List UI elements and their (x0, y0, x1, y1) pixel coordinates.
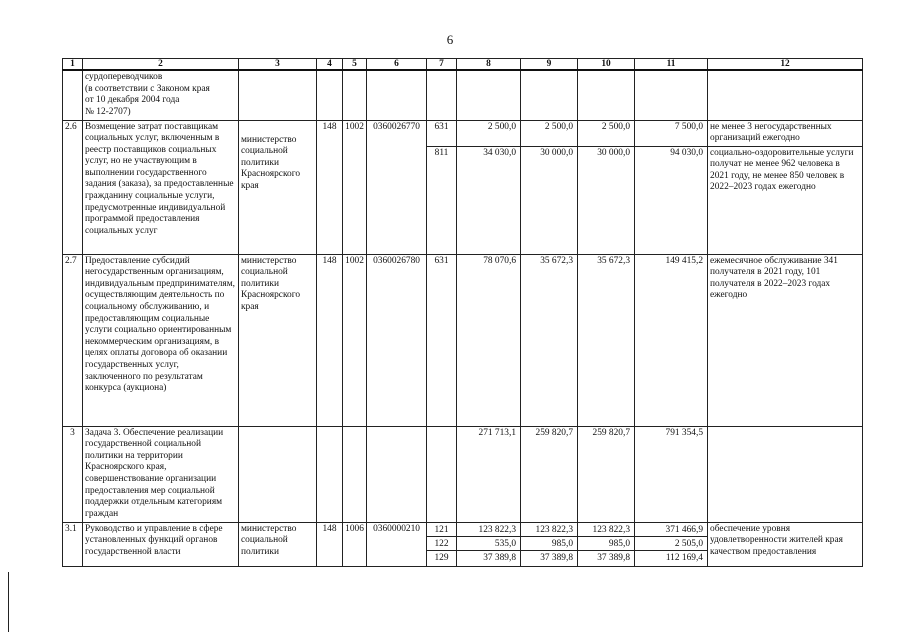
table-row-3-1 (63, 522, 863, 566)
row-value-1: 271 713,1 (457, 426, 521, 522)
row-col4: 148 (317, 522, 343, 566)
row-grbs: министерство социальной политики Красноярского края (239, 254, 317, 426)
row-total: 112 169,4 (665, 552, 703, 563)
row-value-2: 2 500,0 (521, 120, 578, 146)
row-value-3-stack (578, 522, 635, 566)
row-value-1: 37 389,8 (483, 552, 516, 563)
row-value-2: 35 672,3 (521, 254, 578, 426)
row-value-2: 30 000,0 (521, 146, 578, 254)
row-result: обеспечение уровня удовлетворенности жителей края качеством предоставления (708, 522, 863, 566)
header-cell: 1 (63, 59, 83, 71)
row-value-1: 78 070,6 (457, 254, 521, 426)
row-value-2-stack (521, 522, 578, 566)
row-result: не менее 3 негосударственных организаций ежегодно (708, 120, 863, 146)
row-value-1-stack (457, 522, 521, 566)
header-cell: 11 (635, 59, 708, 71)
row-value-2: 37 389,8 (540, 552, 573, 563)
row-col5: 1002 (343, 254, 367, 426)
header-cell: 7 (427, 59, 457, 71)
row-result: ежемесячное обслуживание 341 получателя в 2021 году, 101 получателя в 2022–2023 годах ежегодно (708, 254, 863, 426)
row-col6: 0360000210 (367, 522, 427, 566)
row-total: 94 030,0 (635, 146, 708, 254)
header-cell: 6 (367, 59, 427, 71)
row-name: Возмещение затрат поставщикам социальных услуг, включенным в реестр поставщиков социальных услуг, но не участвующим в выполнении государственного задания (заказа), за предоставленные гражданину социальные услуги, предусмотренные индивидуальной программой предоставления социальных услуг (83, 120, 239, 254)
header-cell: 4 (317, 59, 343, 71)
header-cell: 10 (578, 59, 635, 71)
header-cell: 3 (239, 59, 317, 71)
row-col6: 0360026770 (367, 120, 427, 254)
row-total: 371 466,9 (635, 523, 707, 537)
row-grbs: министерство социальной политики Красноярского края (239, 120, 317, 254)
row-value-3: 259 820,7 (578, 426, 635, 522)
row-total: 7 500,0 (635, 120, 708, 146)
row-number: 3.1 (63, 522, 83, 566)
row-value-1: 123 822,3 (457, 523, 520, 537)
row-col5: 1006 (343, 522, 367, 566)
table-row-2-7 (63, 254, 863, 426)
row-value-3: 2 500,0 (578, 120, 635, 146)
row-number: 2.6 (63, 120, 83, 254)
row-vr: 631 (427, 254, 457, 426)
row-value-1: 34 030,0 (457, 146, 521, 254)
row-total-stack (635, 522, 708, 566)
page-number: 6 (446, 32, 454, 47)
header-cell: 5 (343, 59, 367, 71)
header-cell: 8 (457, 59, 521, 71)
row-value-1: 2 500,0 (457, 120, 521, 146)
budget-table (62, 58, 863, 567)
header-cell: 12 (708, 59, 863, 71)
row-name: Задача 3. Обеспечение реализации государственной социальной политики на территории Красноярского края, совершенствование организации предоставления мер социальной поддержки отдельным категориям граждан (83, 426, 239, 522)
row-number: 3 (63, 426, 83, 522)
header-row (63, 59, 863, 71)
table-row-3 (63, 426, 863, 522)
row-value-3: 35 672,3 (578, 254, 635, 426)
row-name: Руководство и управление в сфере установленных функций органов государственной власти (83, 522, 239, 566)
row-value-2: 123 822,3 (521, 523, 577, 537)
row-vr-stack (427, 522, 457, 566)
row-vr: 631 (427, 120, 457, 146)
table-row-continuation (63, 70, 863, 120)
row-total: 149 415,2 (635, 254, 708, 426)
row-value-3: 37 389,8 (597, 552, 630, 563)
row-total: 2 505,0 (635, 537, 707, 551)
row-vr: 129 (434, 552, 449, 563)
header-cell: 9 (521, 59, 578, 71)
table-row-2-6 (63, 120, 863, 146)
row-total: 791 354,5 (635, 426, 708, 522)
row-name: сурдопереводчиков (в соответствии с Законом края от 10 декабря 2004 года № 12-2707) (83, 70, 239, 120)
row-vr: 122 (427, 537, 456, 551)
row-value-2: 259 820,7 (521, 426, 578, 522)
row-col5: 1002 (343, 120, 367, 254)
row-col4: 148 (317, 120, 343, 254)
row-grbs: министерство социальной политики (239, 522, 317, 566)
row-value-3: 30 000,0 (578, 146, 635, 254)
header-cell: 2 (83, 59, 239, 71)
row-vr: 121 (427, 523, 456, 537)
row-value-2: 985,0 (521, 537, 577, 551)
row-value-1: 535,0 (457, 537, 520, 551)
row-result: социально-оздоровительные услуги получат не менее 962 человека в 2021 году, не менее 850 человек в 2022–2023 годах ежегодно (708, 146, 863, 254)
row-value-3: 985,0 (578, 537, 634, 551)
margin-mark (8, 572, 9, 632)
row-vr: 811 (427, 146, 457, 254)
row-value-3: 123 822,3 (578, 523, 634, 537)
row-col6: 0360026780 (367, 254, 427, 426)
row-col4: 148 (317, 254, 343, 426)
row-number: 2.7 (63, 254, 83, 426)
row-name: Предоставление субсидий негосударственным организациям, индивидуальным предпринимателям, осуществляющим деятельность по социальному обслуживанию, и предоставляющим социальные услуги социально ориентированным некоммерческим организациям, в целях оплаты договора об оказании государственных услуг, заключенного по результатам конкурса (аукциона) (83, 254, 239, 426)
